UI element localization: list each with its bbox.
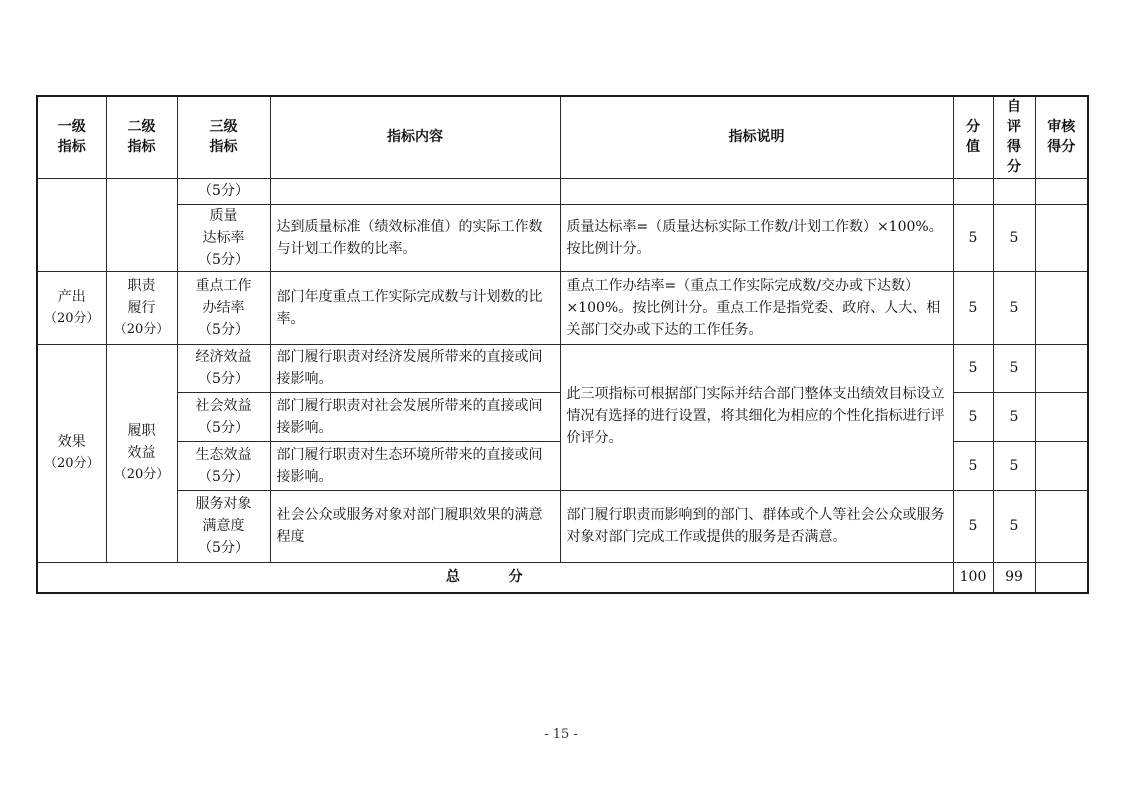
audit-score-cell bbox=[1035, 344, 1088, 392]
audit-score-cell bbox=[1035, 178, 1088, 204]
level2-cell bbox=[106, 271, 177, 344]
content-cell: 部门年度重点工作实际完成数与计划数的比率。 bbox=[270, 271, 560, 344]
shared-description-cell: 此三项指标可根据部门实际并结合部门整体支出绩效目标设立情况有选择的进行设置，将其细化为相应的个性化指标进行评价评分。 bbox=[560, 344, 953, 490]
audit-score-cell bbox=[1035, 441, 1088, 490]
description-cell bbox=[560, 178, 953, 204]
level3-cell: 经济效益 （5分） bbox=[177, 344, 270, 392]
content-cell: 部门履行职责对社会发展所带来的直接或间接影响。 bbox=[270, 392, 560, 441]
audit-score-cell bbox=[1035, 490, 1088, 562]
content-cell bbox=[270, 178, 560, 204]
level1-points: （20分） bbox=[43, 310, 100, 326]
level2-cell bbox=[106, 344, 177, 562]
level1-points: （20分） bbox=[43, 456, 100, 471]
header-description: 指标说明 bbox=[560, 96, 953, 178]
table-row bbox=[37, 178, 1088, 204]
header-level1: 一级 指标 bbox=[37, 96, 106, 178]
total-score: 100 bbox=[953, 562, 993, 593]
level2-name: 履职 效益 bbox=[127, 423, 156, 461]
score-cell: 5 bbox=[953, 392, 993, 441]
level1-cell-empty bbox=[37, 178, 106, 271]
level2-name: 职责 履行 bbox=[127, 277, 156, 316]
header-score: 分 值 bbox=[953, 96, 993, 178]
self-score-cell: 5 bbox=[993, 392, 1035, 441]
self-score-cell bbox=[993, 178, 1035, 204]
total-row bbox=[37, 562, 1088, 593]
level3-cell: （5分） bbox=[177, 178, 270, 204]
content-cell: 达到质量标准（绩效标准值）的实际工作数与计划工作数的比率。 bbox=[270, 204, 560, 271]
level2-points: （20分） bbox=[113, 321, 170, 337]
level1-cell bbox=[37, 344, 106, 562]
total-audit-score bbox=[1035, 562, 1088, 593]
level3-cell: 重点工作 办结率 （5分） bbox=[177, 271, 270, 344]
self-score-cell: 5 bbox=[993, 441, 1035, 490]
table-row bbox=[37, 271, 1088, 344]
level3-cell: 生态效益 （5分） bbox=[177, 441, 270, 490]
self-score-cell: 5 bbox=[993, 204, 1035, 271]
level2-cell-empty bbox=[106, 178, 177, 271]
level3-cell: 社会效益 （5分） bbox=[177, 392, 270, 441]
content-cell: 部门履行职责对经济发展所带来的直接或间接影响。 bbox=[270, 344, 560, 392]
description-cell: 部门履行职责而影响到的部门、群体或个人等社会公众或服务对象对部门完成工作或提供的服务是否满意。 bbox=[560, 490, 953, 562]
content-cell: 社会公众或服务对象对部门履职效果的满意程度 bbox=[270, 490, 560, 562]
total-label: 总 分 bbox=[37, 562, 953, 593]
description-cell: 质量达标率=（质量达标实际工作数/计划工作数）×100%。按比例计分。 bbox=[560, 204, 953, 271]
self-score-cell: 5 bbox=[993, 271, 1035, 344]
audit-score-cell bbox=[1035, 271, 1088, 344]
table-row bbox=[37, 204, 1088, 271]
header-audit-score: 审核 得分 bbox=[1035, 96, 1088, 178]
description-cell: 重点工作办结率=（重点工作实际完成数/交办或下达数）×100%。按比例计分。重点工作是指党委、政府、人大、相关部门交办或下达的工作任务。 bbox=[560, 271, 953, 344]
content-cell: 部门履行职责对生态环境所带来的直接或间接影响。 bbox=[270, 441, 560, 490]
header-content: 指标内容 bbox=[270, 96, 560, 178]
header-self-score: 自 评 得 分 bbox=[993, 96, 1035, 178]
score-cell: 5 bbox=[953, 344, 993, 392]
level2-points: （20分） bbox=[113, 467, 170, 482]
self-score-cell: 5 bbox=[993, 490, 1035, 562]
self-score-cell: 5 bbox=[993, 344, 1035, 392]
performance-evaluation-table bbox=[36, 95, 1089, 594]
header-level3: 三级 指标 bbox=[177, 96, 270, 178]
level1-name: 效果 bbox=[57, 434, 86, 450]
level1-name: 产出 bbox=[57, 288, 86, 305]
table-row bbox=[37, 344, 1088, 392]
score-cell: 5 bbox=[953, 204, 993, 271]
page-number: - 15 - bbox=[544, 727, 578, 742]
score-cell: 5 bbox=[953, 490, 993, 562]
table-header-row bbox=[37, 96, 1088, 178]
level3-cell: 服务对象 满意度 （5分） bbox=[177, 490, 270, 562]
score-cell bbox=[953, 178, 993, 204]
level3-cell: 质量 达标率 （5分） bbox=[177, 204, 270, 271]
level1-cell bbox=[37, 271, 106, 344]
header-level2: 二级 指标 bbox=[106, 96, 177, 178]
audit-score-cell bbox=[1035, 204, 1088, 271]
total-self-score: 99 bbox=[993, 562, 1035, 593]
table-row bbox=[37, 490, 1088, 562]
score-cell: 5 bbox=[953, 441, 993, 490]
score-cell: 5 bbox=[953, 271, 993, 344]
audit-score-cell bbox=[1035, 392, 1088, 441]
